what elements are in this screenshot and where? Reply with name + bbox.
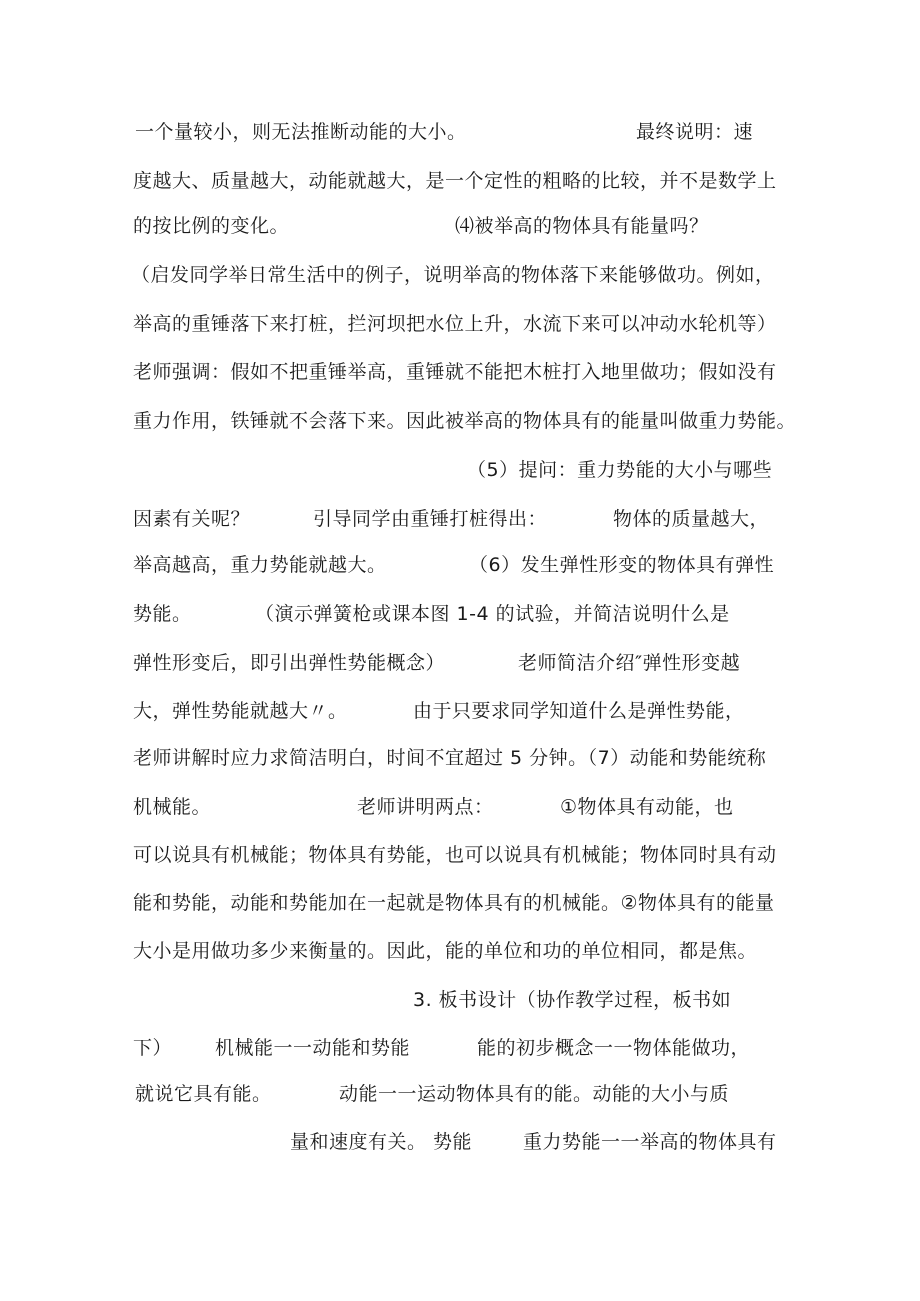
text-segment: 老师简洁介绍″弹性形变越: [518, 652, 741, 674]
text-line: [0, 214, 920, 238]
text-line: [0, 312, 920, 336]
text-segment: 弹性形变后，即引出弹性势能概念）: [133, 652, 446, 674]
text-segment: 下）: [133, 1037, 173, 1059]
text-line: [0, 360, 920, 384]
text-line: [0, 120, 920, 144]
text-segment: （启发同学举日常生活中的例子，说明举高的物体落下来能够做功。例如，: [131, 264, 775, 286]
text-segment: （6）发生弹性形变的物体具有弹性: [469, 554, 775, 576]
text-segment: （5）提问：重力势能的大小与哪些: [467, 459, 773, 481]
text-line: [0, 458, 920, 482]
text-line: [0, 602, 920, 626]
text-segment: 重力势能一一举高的物体具有: [523, 1131, 777, 1153]
text-line: [0, 169, 920, 193]
text-line: [0, 891, 920, 915]
text-segment: 的按比例的变化。: [133, 215, 290, 237]
text-line: [0, 1130, 920, 1154]
text-segment: 机械能一一动能和势能: [215, 1037, 411, 1059]
text-segment: 老师讲明两点：: [357, 796, 494, 818]
text-segment: 量和速度有关。 势能: [290, 1131, 473, 1153]
text-segment: 举高的重锤落下来打桩，拦河坝把水位上升，水流下来可以冲动水轮机等）: [133, 313, 777, 335]
text-segment: 势能。: [133, 603, 192, 625]
text-segment: 机械能。: [133, 796, 212, 818]
text-line: [0, 988, 920, 1012]
text-segment: 引导同学由重锤打桩得出：: [313, 508, 548, 530]
text-segment: 度越大、质量越大，动能就越大，是一个定性的粗略的比较，并不是数学上: [133, 170, 777, 192]
text-line: [0, 699, 920, 723]
text-segment: 老师讲解时应力求简洁明白，时间不宜超过 5 分钟。（7）动能和势能统称: [133, 747, 767, 769]
text-segment: 老师强调：假如不把重锤举高，重锤就不能把木桩打入地里做功；假如没有: [133, 361, 777, 383]
text-segment: 由于只要求同学知道什么是弹性势能，: [413, 700, 745, 722]
text-line: [0, 795, 920, 819]
text-segment: ①物体具有动能，也: [560, 796, 734, 818]
text-segment: 3. 板书设计（协作教学过程，板书如: [413, 989, 732, 1011]
text-line: [0, 843, 920, 867]
text-segment: 能的初步概念一一物体能做功，: [477, 1037, 751, 1059]
text-line: [0, 939, 920, 963]
text-line: [0, 507, 920, 531]
text-segment: 一个量较小，则无法推断动能的大小。: [135, 121, 467, 143]
text-segment: 大，弹性势能就越大〃。: [133, 700, 348, 722]
text-segment: 能和势能，动能和势能加在一起就是物体具有的机械能。②物体具有的能量: [133, 892, 775, 914]
text-segment: 重力作用，铁锤就不会落下来。因此被举高的物体具有的能量叫做重力势能。: [133, 410, 797, 432]
text-segment: 举高越高，重力势能就越大。: [133, 554, 387, 576]
text-line: [0, 651, 920, 675]
text-segment: 最终说明：速: [636, 121, 754, 143]
text-segment: 物体的质量越大，: [613, 508, 770, 530]
text-line: [0, 746, 920, 770]
text-segment: 因素有关呢？: [133, 508, 251, 530]
text-segment: ⑷被举高的物体具有能量吗？: [455, 215, 709, 237]
text-line: [0, 263, 920, 287]
text-segment: 就说它具有能。: [135, 1083, 272, 1105]
text-line: [0, 409, 920, 433]
text-segment: （演示弹簧枪或课本图 1-4 的试验，并简洁说明什么是: [255, 603, 730, 625]
text-line: [0, 1036, 920, 1060]
text-segment: 大小是用做功多少来衡量的。因此，能的单位和功的单位相同，都是焦。: [133, 940, 758, 962]
text-segment: 可以说具有机械能；物体具有势能，也可以说具有机械能；物体同时具有动: [133, 844, 777, 866]
text-line: [0, 553, 920, 577]
text-line: [0, 1082, 920, 1106]
text-segment: 动能一一运动物体具有的能。动能的大小与质: [339, 1083, 730, 1105]
